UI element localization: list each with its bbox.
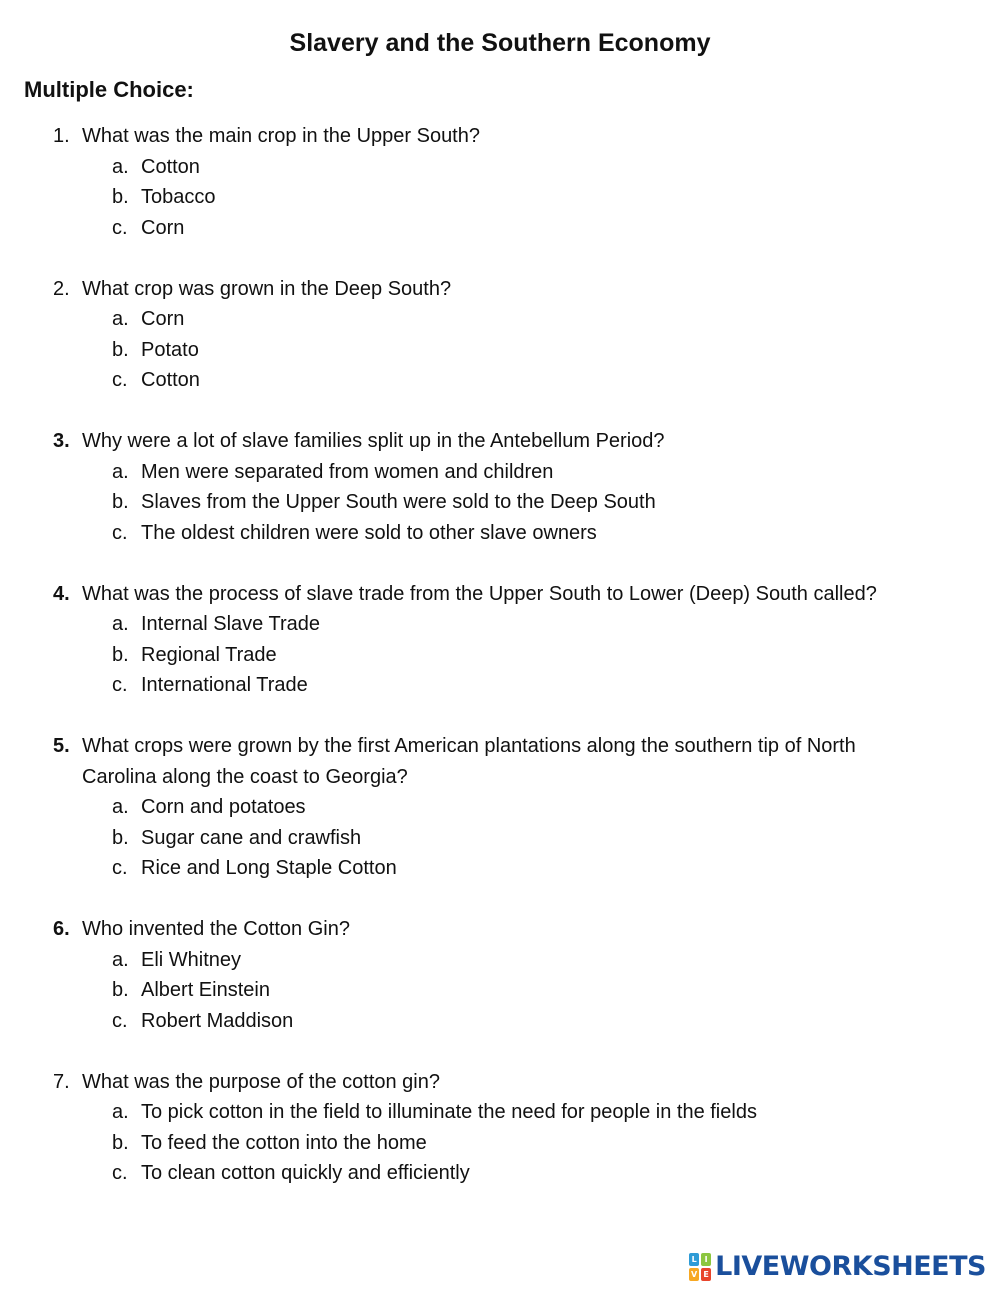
option-letter: b. xyxy=(112,643,129,666)
option-list xyxy=(0,457,1000,549)
option-text: Corn xyxy=(141,308,185,330)
option-letter: c. xyxy=(112,857,128,879)
question-text: What was the main crop in the Upper South? xyxy=(82,125,480,147)
question-stem xyxy=(0,731,1000,792)
option-letter: a. xyxy=(112,308,129,330)
question-number: 3. xyxy=(53,430,70,452)
option-text: Potato xyxy=(141,338,199,361)
question-stem xyxy=(0,274,1000,305)
option-letter: b. xyxy=(112,186,129,208)
logo-badge-cell: E xyxy=(701,1268,711,1281)
question-number: 1. xyxy=(53,125,70,147)
option-b[interactable] xyxy=(0,640,1000,671)
question-number: 2. xyxy=(53,277,70,300)
option-a[interactable] xyxy=(0,1097,1000,1128)
option-a[interactable] xyxy=(0,152,1000,183)
option-b[interactable] xyxy=(0,182,1000,213)
option-text: Rice and Long Staple Cotton xyxy=(141,857,397,879)
option-list xyxy=(0,945,1000,1037)
option-list xyxy=(0,792,1000,884)
liveworksheets-logo-icon xyxy=(689,1253,711,1281)
option-c[interactable] xyxy=(0,1006,1000,1037)
option-letter: b. xyxy=(112,338,129,361)
option-text: Slaves from the Upper South were sold to the Deep South xyxy=(141,491,656,513)
question-text: What crop was grown in the Deep South? xyxy=(82,277,452,300)
option-letter: a. xyxy=(112,1101,129,1123)
question-stem xyxy=(0,579,1000,610)
option-c[interactable] xyxy=(0,365,1000,396)
option-text: Tobacco xyxy=(141,186,216,208)
question-5 xyxy=(0,731,1000,884)
option-list xyxy=(0,152,1000,244)
section-heading: Multiple Choice: xyxy=(24,77,194,102)
question-text: What crops were grown by the first American plantations along the southern tip of North Carolina along the coast to Georgia? xyxy=(82,735,856,788)
option-list xyxy=(0,304,1000,396)
option-letter: c. xyxy=(112,216,128,239)
option-text: Cotton xyxy=(141,369,200,391)
option-letter: c. xyxy=(112,1162,128,1184)
option-letter: b. xyxy=(112,979,129,1001)
option-letter: c. xyxy=(112,521,128,544)
option-b[interactable] xyxy=(0,975,1000,1006)
option-a[interactable] xyxy=(0,792,1000,823)
question-6 xyxy=(0,914,1000,1036)
option-c[interactable] xyxy=(0,518,1000,549)
option-b[interactable] xyxy=(0,335,1000,366)
option-letter: b. xyxy=(112,1131,129,1154)
question-stem xyxy=(0,121,1000,152)
question-number: 7. xyxy=(53,1070,70,1093)
liveworksheets-logo xyxy=(689,1252,986,1282)
option-letter: b. xyxy=(112,491,129,513)
question-text: What was the purpose of the cotton gin? xyxy=(82,1070,440,1093)
question-stem xyxy=(0,426,1000,457)
option-text: Corn and potatoes xyxy=(141,796,306,818)
question-number: 5. xyxy=(53,735,70,757)
option-text: Cotton xyxy=(141,155,200,178)
logo-badge-cell: I xyxy=(701,1253,711,1266)
question-text: What was the process of slave trade from the Upper South to Lower (Deep) South called? xyxy=(82,582,877,605)
option-letter: a. xyxy=(112,948,129,971)
option-b[interactable] xyxy=(0,823,1000,854)
question-2 xyxy=(0,274,1000,396)
option-c[interactable] xyxy=(0,670,1000,701)
option-text: Corn xyxy=(141,216,185,239)
option-c[interactable] xyxy=(0,213,1000,244)
option-text: Sugar cane and crawfish xyxy=(141,826,362,849)
option-a[interactable] xyxy=(0,304,1000,335)
question-1 xyxy=(0,121,1000,243)
option-a[interactable] xyxy=(0,609,1000,640)
question-stem xyxy=(0,1067,1000,1098)
question-list xyxy=(0,121,1000,1219)
option-letter: c. xyxy=(112,1009,128,1032)
option-text: To pick cotton in the field to illuminate the need for people in the fields xyxy=(141,1101,757,1123)
question-text: Who invented the Cotton Gin? xyxy=(82,918,350,940)
option-list xyxy=(0,1097,1000,1189)
option-text: To feed the cotton into the home xyxy=(141,1131,427,1154)
question-7 xyxy=(0,1067,1000,1189)
option-letter: b. xyxy=(112,826,129,849)
question-number: 6. xyxy=(53,918,70,940)
option-letter: a. xyxy=(112,460,129,483)
option-text: The oldest children were sold to other slave owners xyxy=(141,521,597,544)
option-a[interactable] xyxy=(0,457,1000,488)
option-text: International Trade xyxy=(141,674,308,696)
question-text: Why were a lot of slave families split up in the Antebellum Period? xyxy=(82,430,665,452)
option-text: Internal Slave Trade xyxy=(141,613,320,635)
option-a[interactable] xyxy=(0,945,1000,976)
option-letter: a. xyxy=(112,613,129,635)
option-c[interactable] xyxy=(0,1158,1000,1189)
option-list xyxy=(0,609,1000,701)
option-letter: a. xyxy=(112,155,129,178)
question-stem xyxy=(0,914,1000,945)
question-3 xyxy=(0,426,1000,548)
option-text: To clean cotton quickly and efficiently xyxy=(141,1162,470,1184)
logo-badge-cell: L xyxy=(689,1253,699,1266)
question-4 xyxy=(0,579,1000,701)
option-b[interactable] xyxy=(0,487,1000,518)
option-text: Eli Whitney xyxy=(141,948,242,971)
option-text: Regional Trade xyxy=(141,643,277,666)
option-b[interactable] xyxy=(0,1128,1000,1159)
logo-badge-cell: V xyxy=(691,1270,698,1279)
page-title: Slavery and the Southern Economy xyxy=(289,29,711,57)
option-letter: a. xyxy=(112,796,129,818)
question-number: 4. xyxy=(53,582,70,605)
option-text: Albert Einstein xyxy=(141,979,270,1001)
option-text: Men were separated from women and children xyxy=(141,460,554,483)
option-letter: c. xyxy=(112,369,128,391)
option-letter: c. xyxy=(112,674,128,696)
logo-text: LIVEWORKSHEETS xyxy=(715,1251,986,1282)
option-text: Robert Maddison xyxy=(141,1009,294,1032)
option-c[interactable] xyxy=(0,853,1000,884)
